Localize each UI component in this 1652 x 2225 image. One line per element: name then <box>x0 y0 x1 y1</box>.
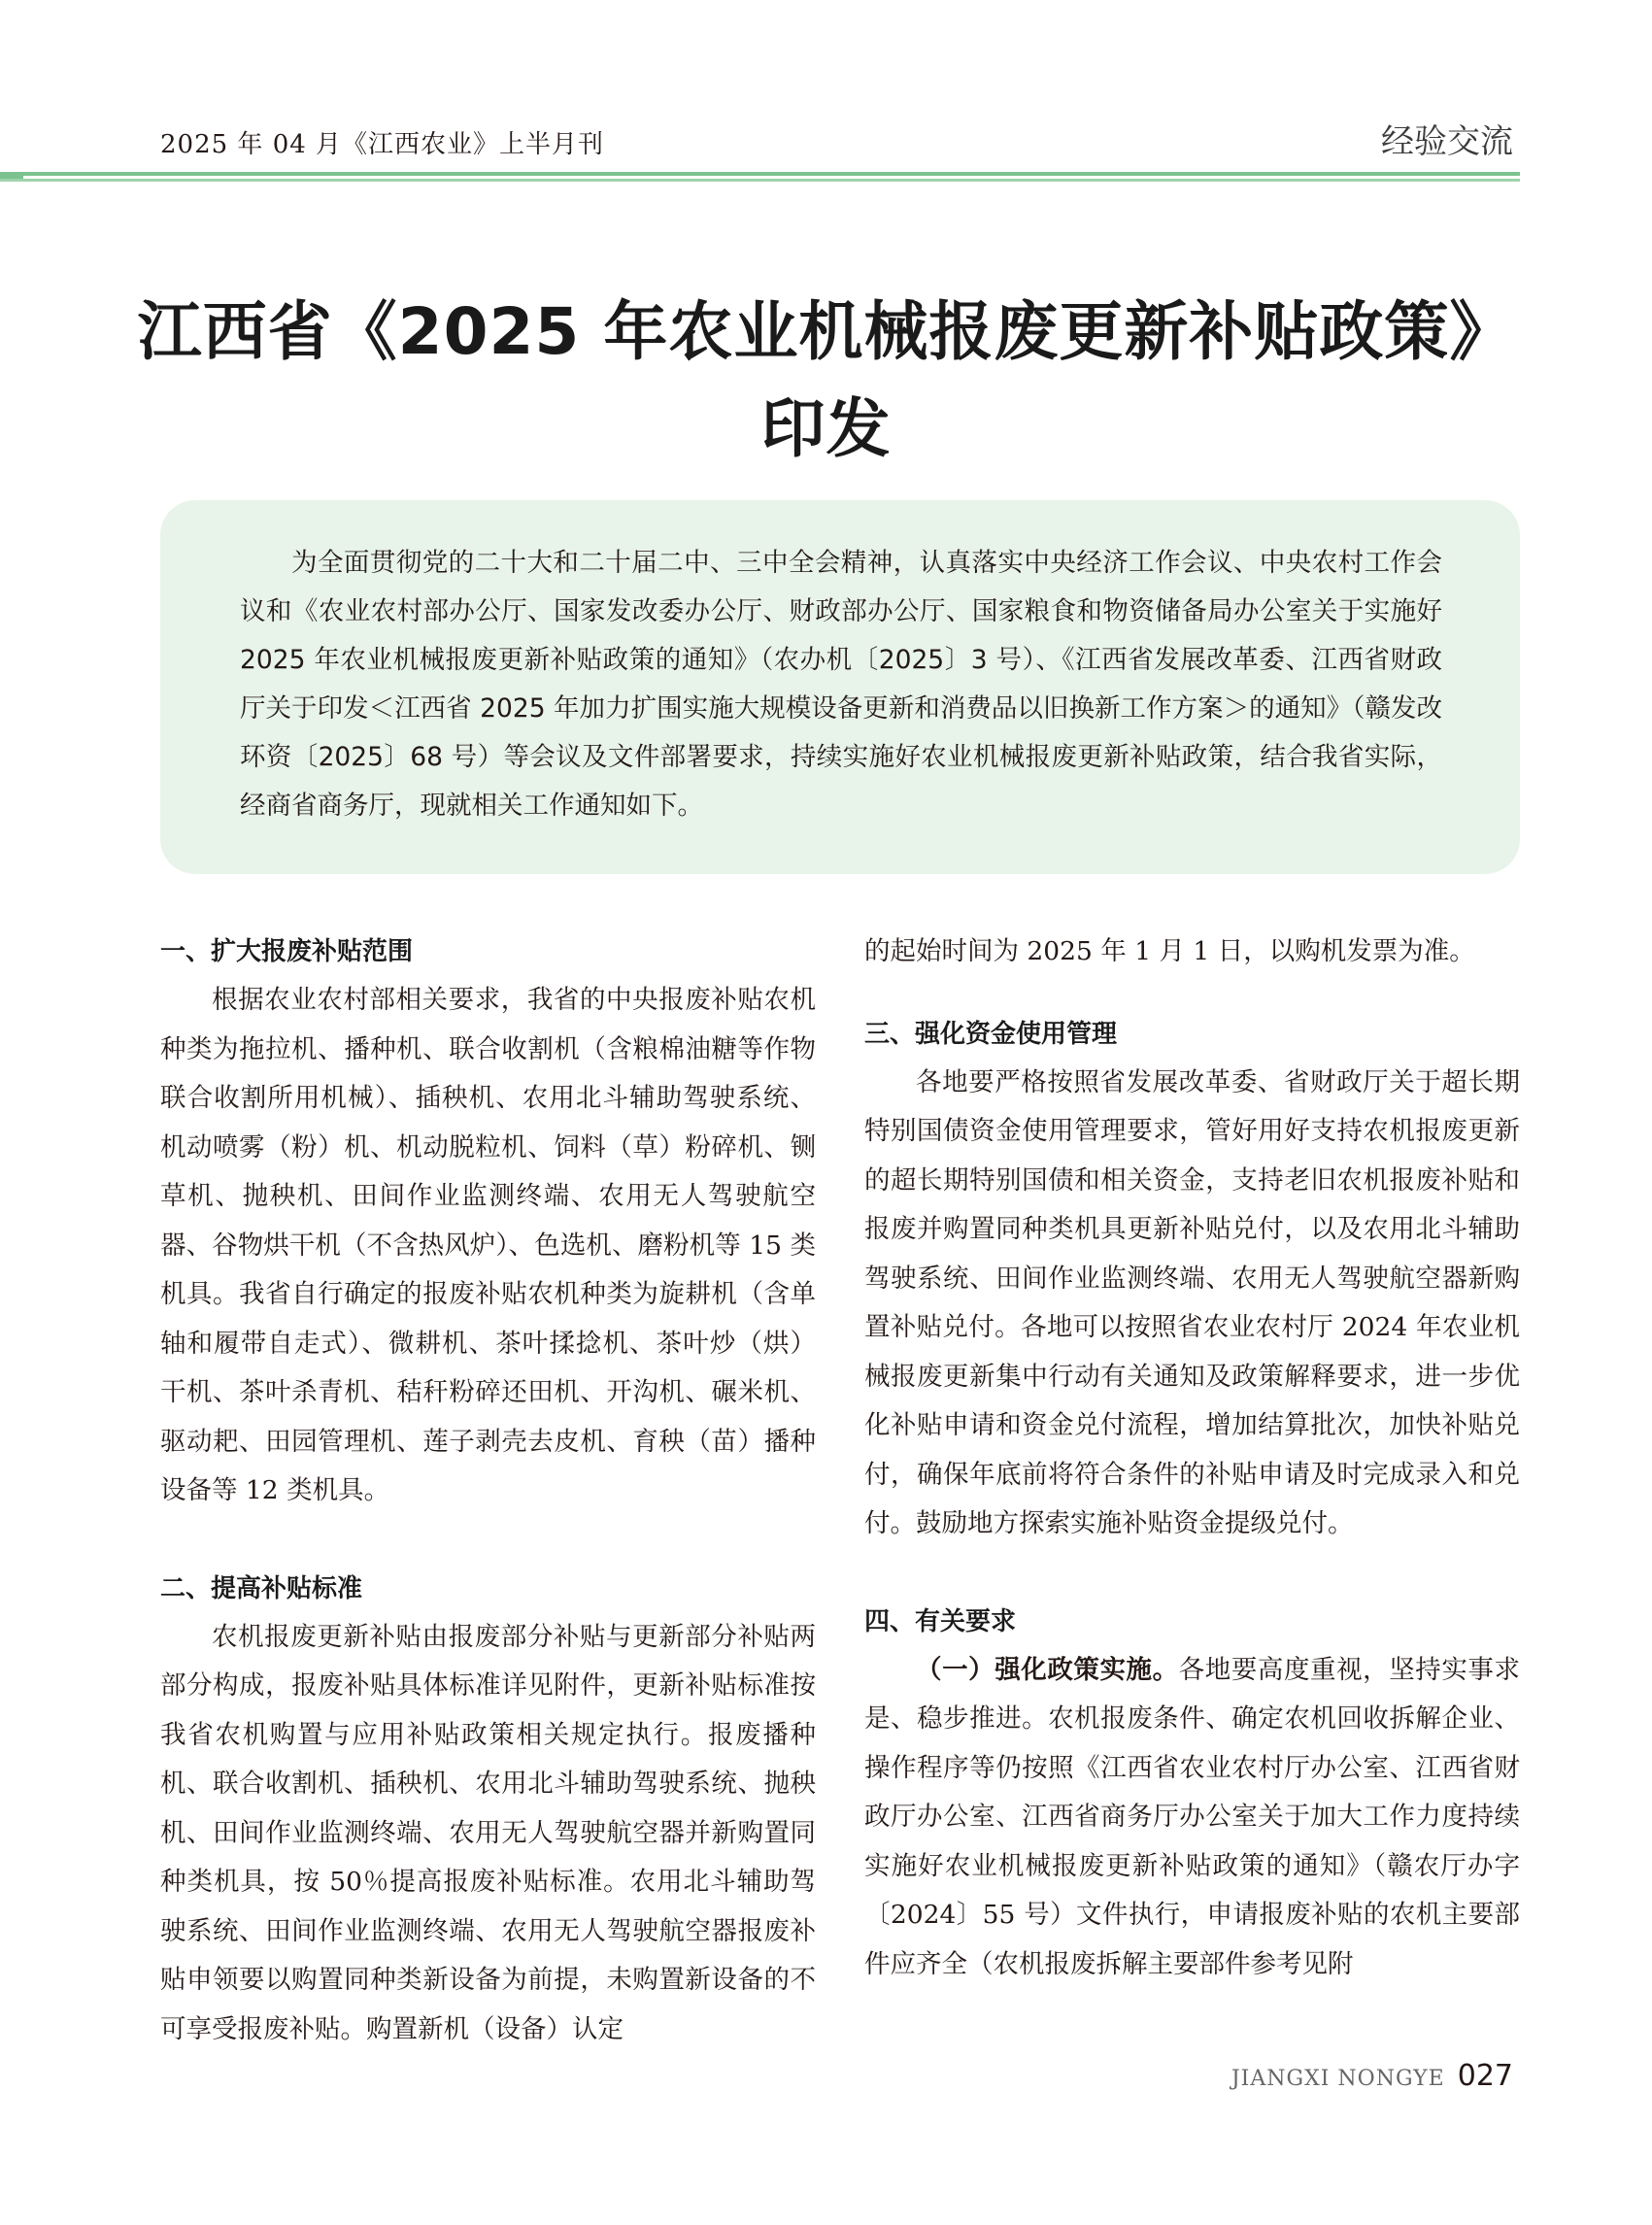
running-header-column: 经验交流 <box>1381 122 1513 161</box>
page-number: 027 <box>1457 2059 1513 2093</box>
header-rule-secondary <box>0 179 1520 182</box>
abstract-text: 为全面贯彻党的二十大和二十届二中、三中全会精神，认真落实中央经济工作会议、中央农村工作会议和《农业农村部办公厅、国家发改委办公厅、财政部办公厅、国家粮食和物资储备局办公室关于实施好 2025 年农业机械报废更新补贴政策的通知》（农办机〔2025〕3 号）、《江西省发展改革委、江西省财政厅关于印发＜江西省 2025 年加力扩围实施大规模设备更新和消费品以旧换新工作方案＞的通知》（赣发改环资〔2025〕68 号）等会议及文件部署要求，持续实施好农业机械报废更新补贴政策，结合我省实际，经商省商务厅，现就相关工作通知如下。 <box>240 548 1442 821</box>
section-heading-2: 二、提高补贴标准 <box>160 1573 363 1603</box>
section-heading-3: 三、强化资金使用管理 <box>864 1019 1118 1049</box>
section-body-3: 各地要严格按照省发展改革委、省财政厅关于超长期特别国债资金使用管理要求，管好用好支持农机报废更新的超长期特别国债和相关资金，支持老旧农机报废补贴和报废并购置同种类机具更新补贴兑付，以及农用北斗辅助驾驶系统、田间作业监测终端、农用无人驾驶航空器新购置补贴兑付。各地可以按照省农业农村厅 2024 年农业机械报废更新集中行动有关通知及政策解释要求，进一步优化补贴申请和资金兑付流程，增加结算批次，加快补贴兑付，确保年底前将符合条件的补贴申请及时完成录入和兑付。鼓励地方探索实施补贴资金提级兑付。 <box>864 1066 1520 1538</box>
section-heading-1: 一、扩大报废补贴范围 <box>160 937 414 966</box>
right-column <box>864 927 1520 1989</box>
section-heading-4: 四、有关要求 <box>864 1606 1017 1636</box>
header-rule <box>0 172 1520 176</box>
abstract-box <box>160 500 1520 874</box>
section-body-1: 根据农业农村部相关要求，我省的中央报废补贴农机种类为拖拉机、播种机、联合收割机（含粮棉油糖等作物联合收割所用机械）、插秧机、农用北斗辅助驾驶系统、机动喷雾（粉）机、机动脱粒机、饲料（草）粉碎机、铡草机、抛秧机、田间作业监测终端、农用无人驾驶航空器、谷物烘干机（不含热风炉）、色选机、磨粉机等 15 类机具。我省自行确定的报废补贴农机种类为旋耕机（含单轴和履带自走式）、微耕机、茶叶揉捻机、茶叶炒（烘）干机、茶叶杀青机、秸秆粉碎还田机、开沟机、碾米机、驱动耙、田园管理机、莲子剥壳去皮机、育秧（苗）播种设备等 12 类机具。 <box>160 985 816 1505</box>
subsection-body-1: 各地要高度重视，坚持实事求是、稳步推进。农机报废条件、确定农机回收拆解企业、操作程序等仍按照《江西省农业农村厅办公室、江西省财政厅办公室、江西省商务厅办公室关于加大工作力度持续实施好农业机械报废更新补贴政策的通知》（赣农厅办字〔2024〕55 号）文件执行，申请报废补贴的农机主要部件应齐全（农机报废拆解主要部件参考见附 <box>864 1654 1521 1979</box>
article-title-line2: 印发 <box>760 391 892 466</box>
section-body-2-continued: 的起始时间为 2025 年 1 月 1 日，以购机发票为准。 <box>864 936 1475 966</box>
article-title <box>117 284 1535 478</box>
section-body-2: 农机报废更新补贴由报废部分补贴与更新部分补贴两部分构成，报废补贴具体标准详见附件，更新补贴标准按我省农机购置与应用补贴政策相关规定执行。报废播种机、联合收割机、插秧机、农用北斗辅助驾驶系统、抛秧机、田间作业监测终端、农用无人驾驶航空器并新购置同种类机具，按 50％提高报废补贴标准。农用北斗辅助驾驶系统、田间作业监测终端、农用无人驾驶航空器报废补贴申领要以购置同种类新设备为前提，未购置新设备的不可享受报废补贴。购置新机（设备）认定 <box>160 1621 816 2044</box>
running-header-journal: 2025 年 04 月《江西农业》上半月刊 <box>160 130 605 159</box>
article-title-line1: 江西省《2025 年农业机械报废更新补贴政策》 <box>137 294 1515 369</box>
section-body-4 <box>864 1646 1520 1990</box>
page-footer <box>1231 2059 1513 2093</box>
footer-journal-name: JIANGXI NONGYE <box>1231 2067 1445 2091</box>
subsection-lead-1: （一）强化政策实施。 <box>916 1654 1179 1685</box>
left-column <box>160 927 816 2054</box>
